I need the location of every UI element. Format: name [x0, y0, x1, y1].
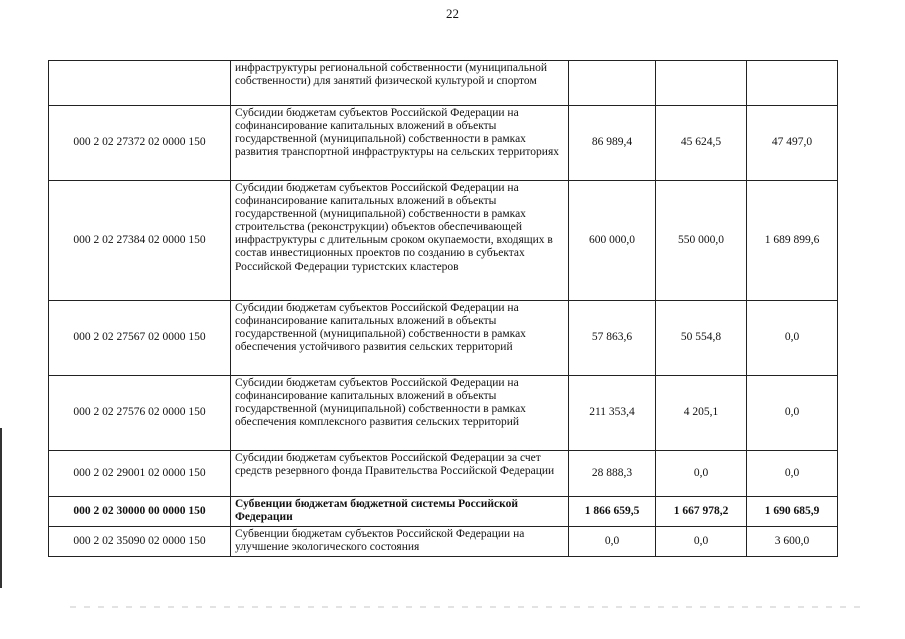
value-cell-year-3: 0,0 — [747, 451, 838, 497]
value-cell-year-1: 0,0 — [569, 527, 656, 557]
budget-code-cell: 000 2 02 27384 02 0000 150 — [49, 181, 231, 301]
budget-revenue-table — [48, 60, 838, 557]
description-cell: Субсидии бюджетам субъектов Российской Федерации на софинансирование капитальных вложений в объекты государственной (муниципальной) собственности в рамках обеспечения комплексного развития сельских территорий — [231, 376, 569, 451]
value-cell-year-3: 0,0 — [747, 301, 838, 376]
value-cell-year-1: 86 989,4 — [569, 106, 656, 181]
description-cell: Субсидии бюджетам субъектов Российской Федерации на софинансирование капитальных вложений в объекты государственной (муниципальной) собственности в рамках обеспечения устойчивого развития сельских территорий — [231, 301, 569, 376]
description-cell: инфраструктуры региональной собственности (муниципальной собственности) для занятий физической культурой и спортом — [231, 61, 569, 106]
value-cell-year-2: 45 624,5 — [656, 106, 747, 181]
table-row — [49, 181, 838, 301]
description-cell: Субвенции бюджетам бюджетной системы Российской Федерации — [231, 497, 569, 527]
page-number: 22 — [446, 6, 459, 21]
table-row — [49, 376, 838, 451]
table-row-subtotal — [49, 497, 838, 527]
budget-code-cell: 000 2 02 35090 02 0000 150 — [49, 527, 231, 557]
description-cell: Субвенции бюджетам субъектов Российской Федерации на улучшение экологического состояния — [231, 527, 569, 557]
table-row — [49, 61, 838, 106]
value-cell-year-1: 57 863,6 — [569, 301, 656, 376]
value-cell-year-3: 1 690 685,9 — [747, 497, 838, 527]
value-cell-year-2: 4 205,1 — [656, 376, 747, 451]
description-cell: Субсидии бюджетам субъектов Российской Федерации за счет средств резервного фонда Правительства Российской Федерации — [231, 451, 569, 497]
budget-code-cell: 000 2 02 27567 02 0000 150 — [49, 301, 231, 376]
value-cell-year-1 — [569, 61, 656, 106]
table-row — [49, 451, 838, 497]
value-cell-year-1: 28 888,3 — [569, 451, 656, 497]
budget-code-cell: 000 2 02 27576 02 0000 150 — [49, 376, 231, 451]
budget-code-cell — [49, 61, 231, 106]
value-cell-year-3: 3 600,0 — [747, 527, 838, 557]
value-cell-year-3: 1 689 899,6 — [747, 181, 838, 301]
value-cell-year-1: 211 353,4 — [569, 376, 656, 451]
value-cell-year-2: 0,0 — [656, 527, 747, 557]
budget-code-cell: 000 2 02 27372 02 0000 150 — [49, 106, 231, 181]
table-row — [49, 527, 838, 557]
value-cell-year-2 — [656, 61, 747, 106]
value-cell-year-2: 0,0 — [656, 451, 747, 497]
value-cell-year-3 — [747, 61, 838, 106]
table-row — [49, 106, 838, 181]
budget-code-cell: 000 2 02 29001 02 0000 150 — [49, 451, 231, 497]
value-cell-year-1: 1 866 659,5 — [569, 497, 656, 527]
value-cell-year-3: 0,0 — [747, 376, 838, 451]
value-cell-year-2: 50 554,8 — [656, 301, 747, 376]
budget-code-cell: 000 2 02 30000 00 0000 150 — [49, 497, 231, 527]
value-cell-year-2: 550 000,0 — [656, 181, 747, 301]
table-row — [49, 301, 838, 376]
value-cell-year-3: 47 497,0 — [747, 106, 838, 181]
value-cell-year-2: 1 667 978,2 — [656, 497, 747, 527]
value-cell-year-1: 600 000,0 — [569, 181, 656, 301]
scan-edge-mark — [0, 428, 2, 588]
scan-artifact-line — [70, 606, 860, 608]
description-cell: Субсидии бюджетам субъектов Российской Федерации на софинансирование капитальных вложений в объекты государственной (муниципальной) собственности в рамках строительства (реконструкции) объектов обеспечивающей инфраструктуры с длительным сроком окупаемости, входящих в состав инвестиционных проектов по созданию в субъектах Российской Федерации туристских кластеров — [231, 181, 569, 301]
description-cell: Субсидии бюджетам субъектов Российской Федерации на софинансирование капитальных вложений в объекты государственной (муниципальной) собственности в рамках развития транспортной инфраструктуры на сельских территориях — [231, 106, 569, 181]
